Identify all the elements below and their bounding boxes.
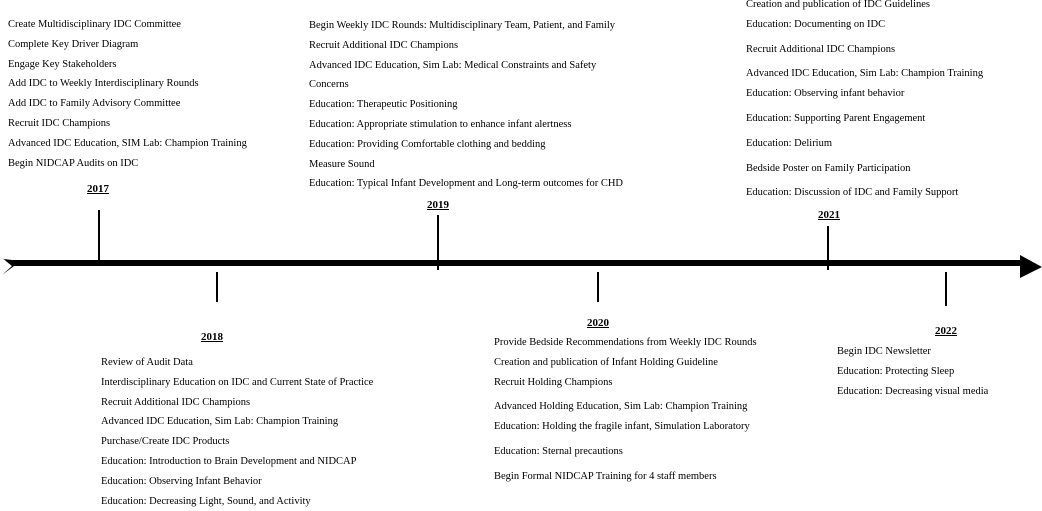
event-item: Review of Audit Data bbox=[101, 357, 193, 368]
event-item: Create Multidisciplinary IDC Committee bbox=[8, 19, 181, 30]
event-item: Education: Introduction to Brain Development and NIDCAP bbox=[101, 455, 357, 467]
event-item: Measure Sound bbox=[309, 158, 375, 170]
event-item: Education: Supporting Parent Engagement bbox=[746, 112, 926, 124]
event-item: Education: Therapeutic Positioning bbox=[309, 99, 458, 111]
event-item: Purchase/Create IDC Products bbox=[101, 436, 230, 448]
year-label-2018: 2018 bbox=[201, 331, 223, 343]
event-item: Education: Observing Infant Behavior bbox=[101, 475, 262, 487]
event-item: Add IDC to Family Advisory Committee bbox=[8, 98, 181, 110]
event-item: Add IDC to Weekly Interdisciplinary Rounds bbox=[8, 78, 199, 90]
event-item: Recruit IDC Champions bbox=[8, 117, 111, 129]
year-label-2017: 2017 bbox=[87, 183, 109, 195]
event-item: Recruit Additional IDC Champions bbox=[101, 396, 251, 408]
event-item: Advanced Holding Education, Sim Lab: Champion Training bbox=[494, 401, 748, 413]
event-item: Education: Protecting Sleep bbox=[837, 365, 955, 377]
event-item: Provide Bedside Recommendations from Weekly IDC Rounds bbox=[494, 337, 757, 348]
tick-2022 bbox=[945, 272, 947, 306]
event-item: Recruit Additional IDC Champions bbox=[309, 39, 459, 51]
event-item: Education: Discussion of IDC and Family Support bbox=[746, 187, 959, 199]
event-item: Bedside Poster on Family Participation bbox=[746, 162, 911, 174]
events-2020 bbox=[494, 333, 757, 487]
event-item: Begin IDC Newsletter bbox=[837, 346, 931, 357]
year-label-2020: 2020 bbox=[587, 317, 609, 329]
events-2017 bbox=[8, 15, 247, 173]
tick-2019 bbox=[437, 215, 439, 270]
event-item: Complete Key Driver Diagram bbox=[8, 38, 139, 50]
timeline-arrow bbox=[4, 255, 1042, 278]
event-item: Education: Appropriate stimulation to enhance infant alertness bbox=[309, 118, 572, 130]
event-item: Education: Decreasing visual media bbox=[837, 385, 989, 397]
event-item: Education: Sternal precautions bbox=[494, 445, 623, 457]
event-item: Education: Providing Comfortable clothing and bedding bbox=[309, 138, 546, 150]
event-item: Recruit Holding Champions bbox=[494, 376, 613, 388]
event-item: Advanced IDC Education, Sim Lab: Medical Constraints and Safety bbox=[309, 59, 597, 71]
event-item: Begin Weekly IDC Rounds: Multidisciplinary Team, Patient, and Family bbox=[309, 20, 616, 31]
event-item: Education: Holding the fragile infant, Simulation Laboratory bbox=[494, 421, 750, 433]
events-2021 bbox=[746, 0, 983, 203]
event-item: Advanced IDC Education, Sim Lab: Champion Training bbox=[101, 416, 339, 428]
event-item: Education: Decreasing Light, Sound, and Activity bbox=[101, 495, 311, 507]
event-item: Creation and publication of IDC Guidelines bbox=[746, 0, 931, 10]
year-label-2019: 2019 bbox=[427, 199, 449, 211]
event-item: Engage Key Stakeholders bbox=[8, 58, 117, 70]
tick-2018 bbox=[216, 272, 218, 302]
event-item: Advanced IDC Education, SIM Lab: Champion Training bbox=[8, 137, 247, 149]
event-item: Advanced IDC Education, Sim Lab: Champion Training bbox=[746, 68, 984, 80]
event-item: Education: Typical Infant Development and Long-term outcomes for CHD bbox=[309, 178, 623, 190]
events-2018 bbox=[101, 353, 373, 511]
event-item: Concerns bbox=[309, 79, 349, 91]
event-item: Education: Observing infant behavior bbox=[746, 88, 905, 100]
events-2019 bbox=[309, 16, 623, 194]
event-item: Recruit Additional IDC Champions bbox=[746, 43, 896, 55]
year-label-2022: 2022 bbox=[935, 325, 957, 337]
events-2022 bbox=[837, 342, 988, 401]
event-item: Education: Delirium bbox=[746, 137, 833, 149]
event-item: Begin Formal NIDCAP Training for 4 staff members bbox=[494, 470, 717, 482]
tick-2020 bbox=[597, 272, 599, 302]
event-item: Creation and publication of Infant Holding Guideline bbox=[494, 356, 718, 368]
year-label-2021: 2021 bbox=[818, 209, 840, 221]
event-item: Interdisciplinary Education on IDC and Current State of Practice bbox=[101, 376, 374, 388]
tick-2021 bbox=[827, 226, 829, 270]
event-item: Education: Documenting on IDC bbox=[746, 18, 886, 30]
tick-2017 bbox=[98, 210, 100, 260]
event-item: Begin NIDCAP Audits on IDC bbox=[8, 157, 139, 169]
